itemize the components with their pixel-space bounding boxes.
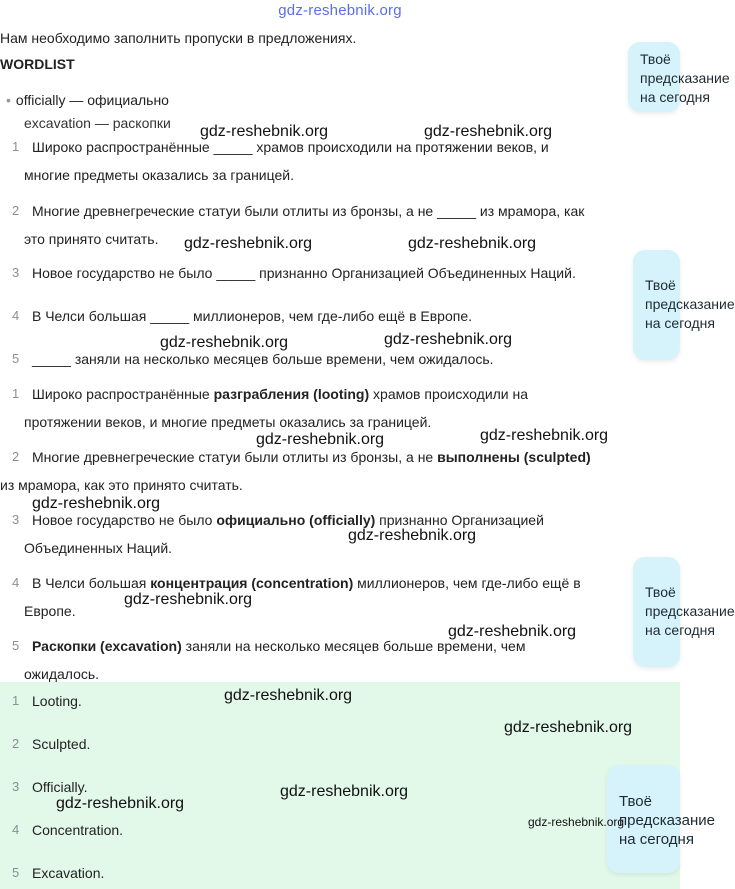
- sentence-number: 5: [12, 638, 20, 653]
- watermark: gdz-reshebnik.org: [348, 527, 477, 544]
- answer-term: Раскопки (excavation): [32, 638, 182, 654]
- filled-sentence-2: [0, 443, 680, 499]
- watermark: gdz-reshebnik.org: [184, 235, 313, 252]
- sentence-number: 3: [12, 512, 20, 527]
- question-number: 2: [12, 203, 20, 218]
- sentence-text: храмов происходили на: [369, 386, 529, 402]
- answer-number: 2: [12, 736, 20, 751]
- watermark: gdz-reshebnik.org: [124, 591, 253, 608]
- watermark: gdz-reshebnik.org: [160, 334, 289, 351]
- prediction-bubble-text: Твоё предсказание на сегодня: [645, 584, 735, 638]
- answer-number: 1: [12, 693, 20, 708]
- intro-text: Нам необходимо заполнить пропуски в предложениях.: [0, 30, 357, 46]
- wordlist-item-cut: [24, 115, 224, 131]
- sentence-text: признанно Организацией: [375, 512, 544, 528]
- sentence-text: заняли на несколько месяцев больше времени, чем: [181, 638, 526, 654]
- answer-term: разграбления (looting): [213, 386, 370, 402]
- watermark: gdz-reshebnik.org: [56, 795, 185, 812]
- wordlist-term: officially — официально: [15, 92, 169, 108]
- watermark: gdz-reshebnik.org: [448, 623, 577, 640]
- sentence-text-line2: из мрамора, как это принято считать.: [0, 477, 243, 493]
- question-2: [0, 197, 680, 253]
- prediction-bubble[interactable]: [633, 250, 735, 360]
- answer-text: Concentration.: [32, 822, 124, 838]
- watermark: gdz-reshebnik.org: [528, 815, 625, 829]
- prediction-bubble[interactable]: [633, 557, 735, 667]
- bullet-icon: •: [6, 92, 11, 108]
- wordlist-term-cut: excavation — раскопки: [24, 115, 171, 131]
- question-1: [0, 133, 680, 189]
- top-watermark: gdz-reshebnik.org: [278, 2, 402, 19]
- watermark: gdz-reshebnik.org: [504, 719, 633, 736]
- question-number: 3: [12, 265, 20, 280]
- sentence-text-line2: Объединенных Наций.: [24, 540, 173, 556]
- watermark: gdz-reshebnik.org: [280, 783, 409, 800]
- question-text: Широко распространённые _____ храмов происходили на протяжении веков, и: [32, 139, 549, 155]
- sentence-text-line2: ожидалось.: [24, 666, 100, 682]
- sentence-text: Широко распространённые: [32, 386, 214, 402]
- prediction-bubble-text: Твоё предсказание на сегодня: [619, 793, 716, 848]
- filled-sentence-5: [0, 632, 680, 688]
- watermark: gdz-reshebnik.org: [424, 123, 553, 140]
- question-text-line2: это принято считать.: [24, 231, 159, 247]
- sentence-number: 1: [12, 386, 20, 401]
- answer-number: 4: [12, 822, 20, 837]
- question-5: [0, 345, 680, 373]
- sentence-text: Новое государство не было: [32, 512, 217, 528]
- answer-text: Looting.: [32, 693, 82, 709]
- question-text: В Челси большая _____ миллионеров, чем где-либо ещё в Европе.: [32, 308, 473, 324]
- sentence-text: В Челси большая: [32, 575, 151, 591]
- prediction-bubble[interactable]: [628, 42, 730, 112]
- answer-text: Sculpted.: [32, 736, 91, 752]
- sentence-text: миллионеров, чем где-либо ещё в: [353, 575, 581, 591]
- question-number: 5: [12, 351, 20, 366]
- question-number: 4: [12, 308, 20, 323]
- question-4: [0, 302, 680, 330]
- sentence-text: Многие древнегреческие статуи были отлиты из бронзы, а не: [32, 449, 438, 465]
- watermark: gdz-reshebnik.org: [384, 331, 513, 348]
- answer-text: Excavation.: [32, 865, 105, 881]
- question-number: 1: [12, 139, 20, 154]
- wordlist-title: WORDLIST: [0, 56, 75, 72]
- question-3: [0, 259, 680, 287]
- sentence-number: 4: [12, 575, 20, 590]
- answer-text: Officially.: [32, 779, 88, 795]
- watermark: gdz-reshebnik.org: [256, 431, 385, 448]
- watermark: gdz-reshebnik.org: [480, 427, 609, 444]
- sentence-text-line2: Европе.: [24, 603, 76, 619]
- answer-number: 5: [12, 865, 20, 880]
- prediction-bubble-text: Твоё предсказание на сегодня: [645, 277, 735, 331]
- answer-term: официально (officially): [216, 512, 376, 528]
- answer-term: выполнены (sculpted): [437, 449, 591, 465]
- sentence-text-line2: протяжении веков, и многие предметы оказались за границей.: [24, 414, 432, 430]
- question-text: Новое государство не было _____ признанно Организацией Объединенных Наций.: [32, 265, 576, 281]
- filled-sentence-3: [0, 506, 680, 562]
- question-text: Многие древнегреческие статуи были отлиты из бронзы, а не _____ из мрамора, как: [32, 203, 585, 219]
- question-text-line2: многие предметы оказались за границей.: [24, 167, 294, 183]
- watermark: gdz-reshebnik.org: [200, 123, 329, 140]
- watermark: gdz-reshebnik.org: [408, 235, 537, 252]
- answer-term: концентрация (concentration): [150, 575, 354, 591]
- answer-number: 3: [12, 779, 20, 794]
- question-text: _____ заняли на несколько месяцев больше времени, чем ожидалось.: [32, 351, 494, 367]
- watermark: gdz-reshebnik.org: [32, 495, 161, 512]
- watermark: gdz-reshebnik.org: [224, 687, 353, 704]
- filled-sentence-4: [0, 569, 680, 625]
- prediction-bubble-text: Твоё предсказание на сегодня: [640, 51, 730, 105]
- sentence-number: 2: [12, 449, 20, 464]
- wordlist-item: [6, 92, 169, 108]
